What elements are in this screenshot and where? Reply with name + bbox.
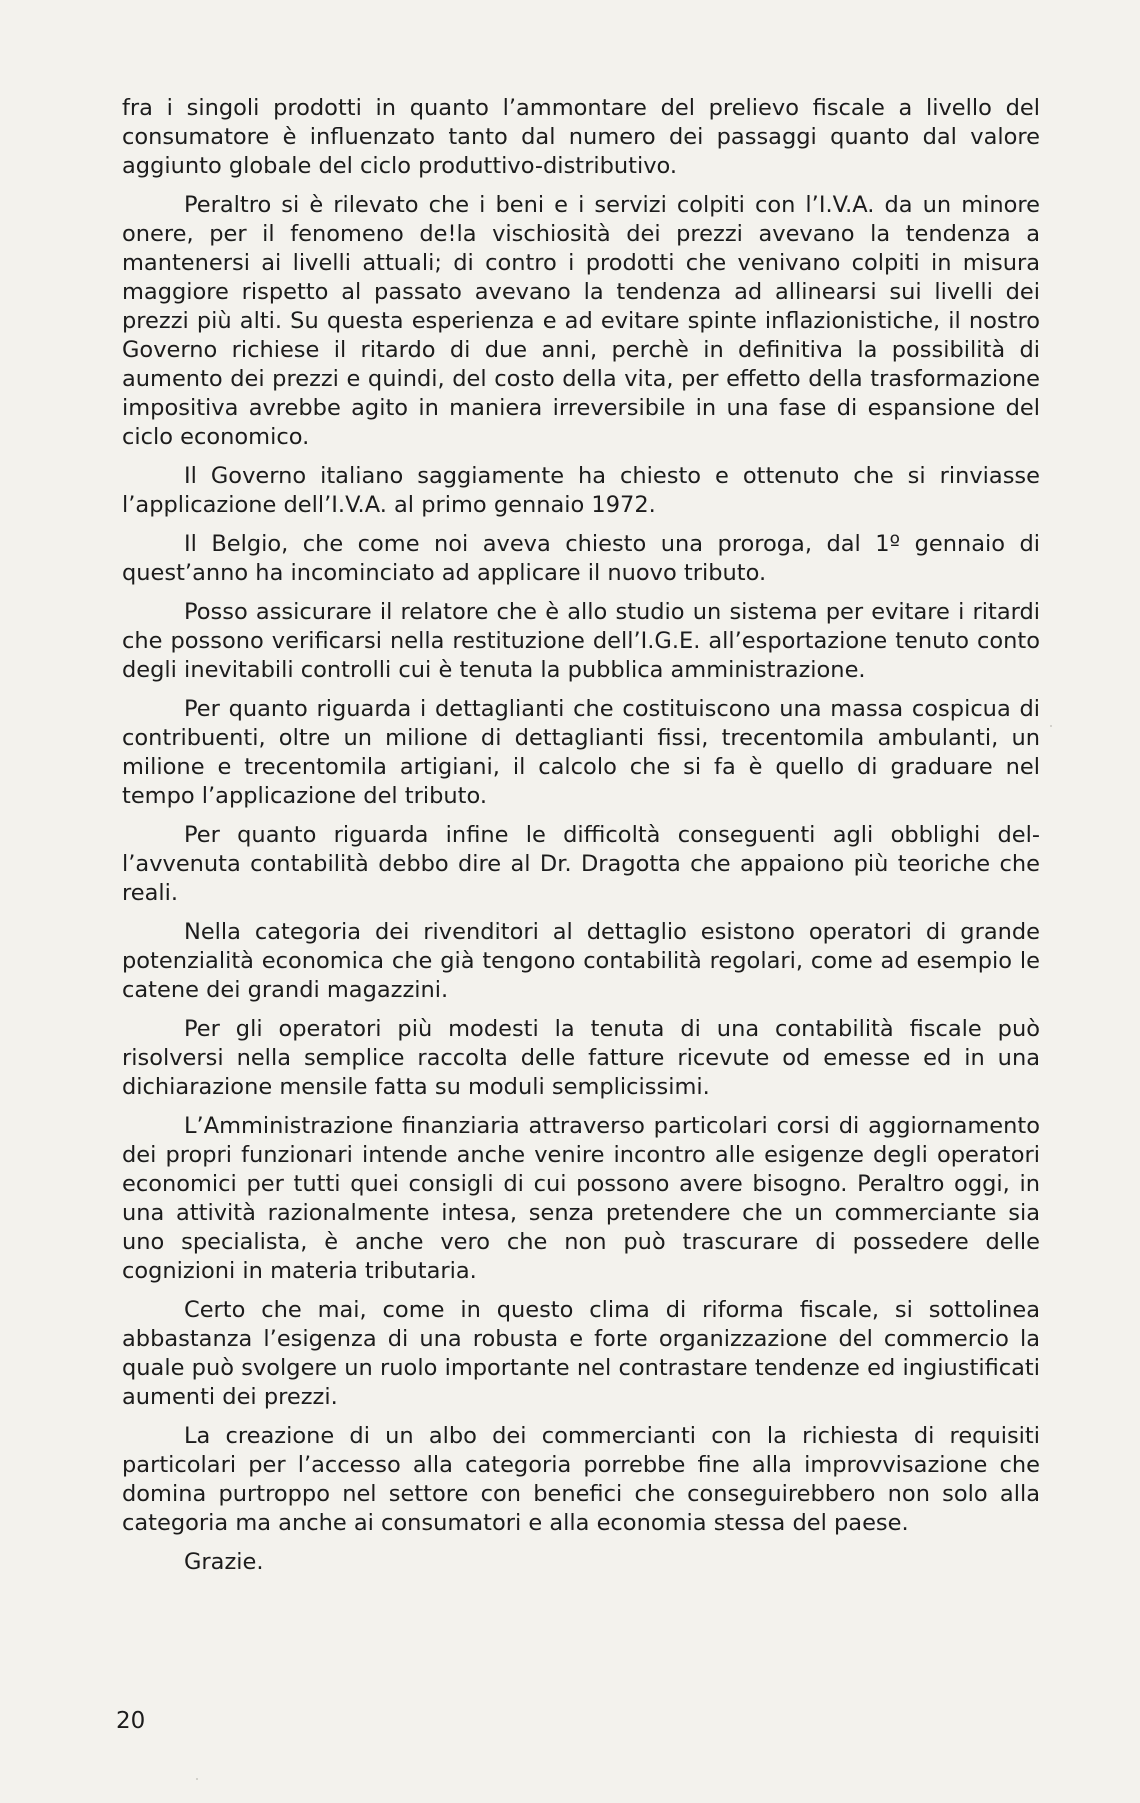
- scan-speck: [1050, 725, 1052, 727]
- paragraph-5: Posso assicurare il relatore che è allo studio un sistema per evitare i ritardi che possono verificarsi nella restituzione dell’I.G.E. all’esportazione tenuto conto degli inevitabili controlli cui è tenuta la pubblica amministrazione.: [122, 599, 1040, 683]
- paragraph-3: Il Governo italiano saggiamente ha chiesto e ottenuto che si rinviasse l’applicazione dell’I.V.A. al primo gennaio 1972.: [122, 463, 1040, 518]
- paragraph-9: Per gli operatori più modesti la tenuta di una contabilità fiscale può risolversi nella semplice raccolta delle fatture ricevute od emesse ed in una dichiarazione mensile fatta su moduli semplicissimi.: [122, 1016, 1040, 1100]
- page-number: 20: [116, 1708, 146, 1734]
- scan-speck: [196, 1778, 198, 1780]
- body-text: [122, 94, 1040, 1587]
- paragraph-closing: Grazie.: [184, 1549, 264, 1575]
- paragraph-10: L’Amministrazione finanziaria attraverso particolari corsi di aggiornamento dei propri funzionari intende anche venire incontro alle esigenze degli operatori economici per tutti quei consigli di cui possono avere bisogno. Peraltro oggi, in una attività razionalmente intesa, senza pretendere che un commerciante sia uno specialista, è anche vero che non può trascurare di possedere delle cognizioni in materia tributaria.: [122, 1113, 1040, 1284]
- paragraph-8: Nella categoria dei rivenditori al dettaglio esistono operatori di grande potenzialità economica che già tengono contabilità regolari, come ad esempio le catene dei grandi magazzini.: [122, 919, 1040, 1003]
- paragraph-6: Per quanto riguarda i dettaglianti che costituiscono una massa cospicua di contribuenti, oltre un milione di dettaglianti fissi, trecentomila ambulanti, un milione e trecentomila artigiani, il calcolo che si fa è quello di graduare nel tempo l’applicazione del tributo.: [122, 696, 1040, 809]
- paragraph-1: fra i singoli prodotti in quanto l’ammontare del prelievo fiscale a livello del consumatore è influenzato tanto dal numero dei passaggi quanto dal valore aggiunto globale del ciclo produttivo-distributivo.: [122, 95, 1040, 179]
- paragraph-4: Il Belgio, che come noi aveva chiesto una proroga, dal 1º gennaio di quest’anno ha incominciato ad applicare il nuovo tributo.: [122, 531, 1040, 586]
- paragraph-2: Peraltro si è rilevato che i beni e i servizi colpiti con l’I.V.A. da un minore onere, per il fenomeno de!la vischiosità dei prezzi avevano la tendenza a mantenersi ai livelli attuali; di contro i prodotti che venivano colpiti in misura maggiore rispetto al passato avevano la tendenza ad allinearsi sui livelli dei prezzi più alti. Su questa esperienza e ad evitare spinte inflazionistiche, il nostro Governo richiese il ritardo di due anni, perchè in definitiva la possibilità di aumento dei prezzi e quindi, del costo della vita, per effetto della trasformazione impositiva avrebbe agito in maniera irreversibile in una fase di espansione del ciclo economico.: [122, 192, 1040, 450]
- paragraph-7: Per quanto riguarda infine le difficoltà conseguenti agli obblighi dell’avvenuta contabilità debbo dire al Dr. Dragotta che appaiono più teoriche che reali.: [122, 822, 1040, 906]
- paragraph-12: La creazione di un albo dei commercianti con la richiesta di requisiti particolari per l’accesso alla categoria porrebbe fine alla improvvisazione che domina purtroppo nel settore con benefici che conseguirebbero non solo alla categoria ma anche ai consumatori e alla economia stessa del paese.: [122, 1423, 1040, 1536]
- paragraph-11: Certo che mai, come in questo clima di riforma fiscale, si sottolinea abbastanza l’esigenza di una robusta e forte organizzazione del commercio la quale può svolgere un ruolo importante nel contrastare tendenze ed ingiustificati aumenti dei prezzi.: [122, 1297, 1040, 1410]
